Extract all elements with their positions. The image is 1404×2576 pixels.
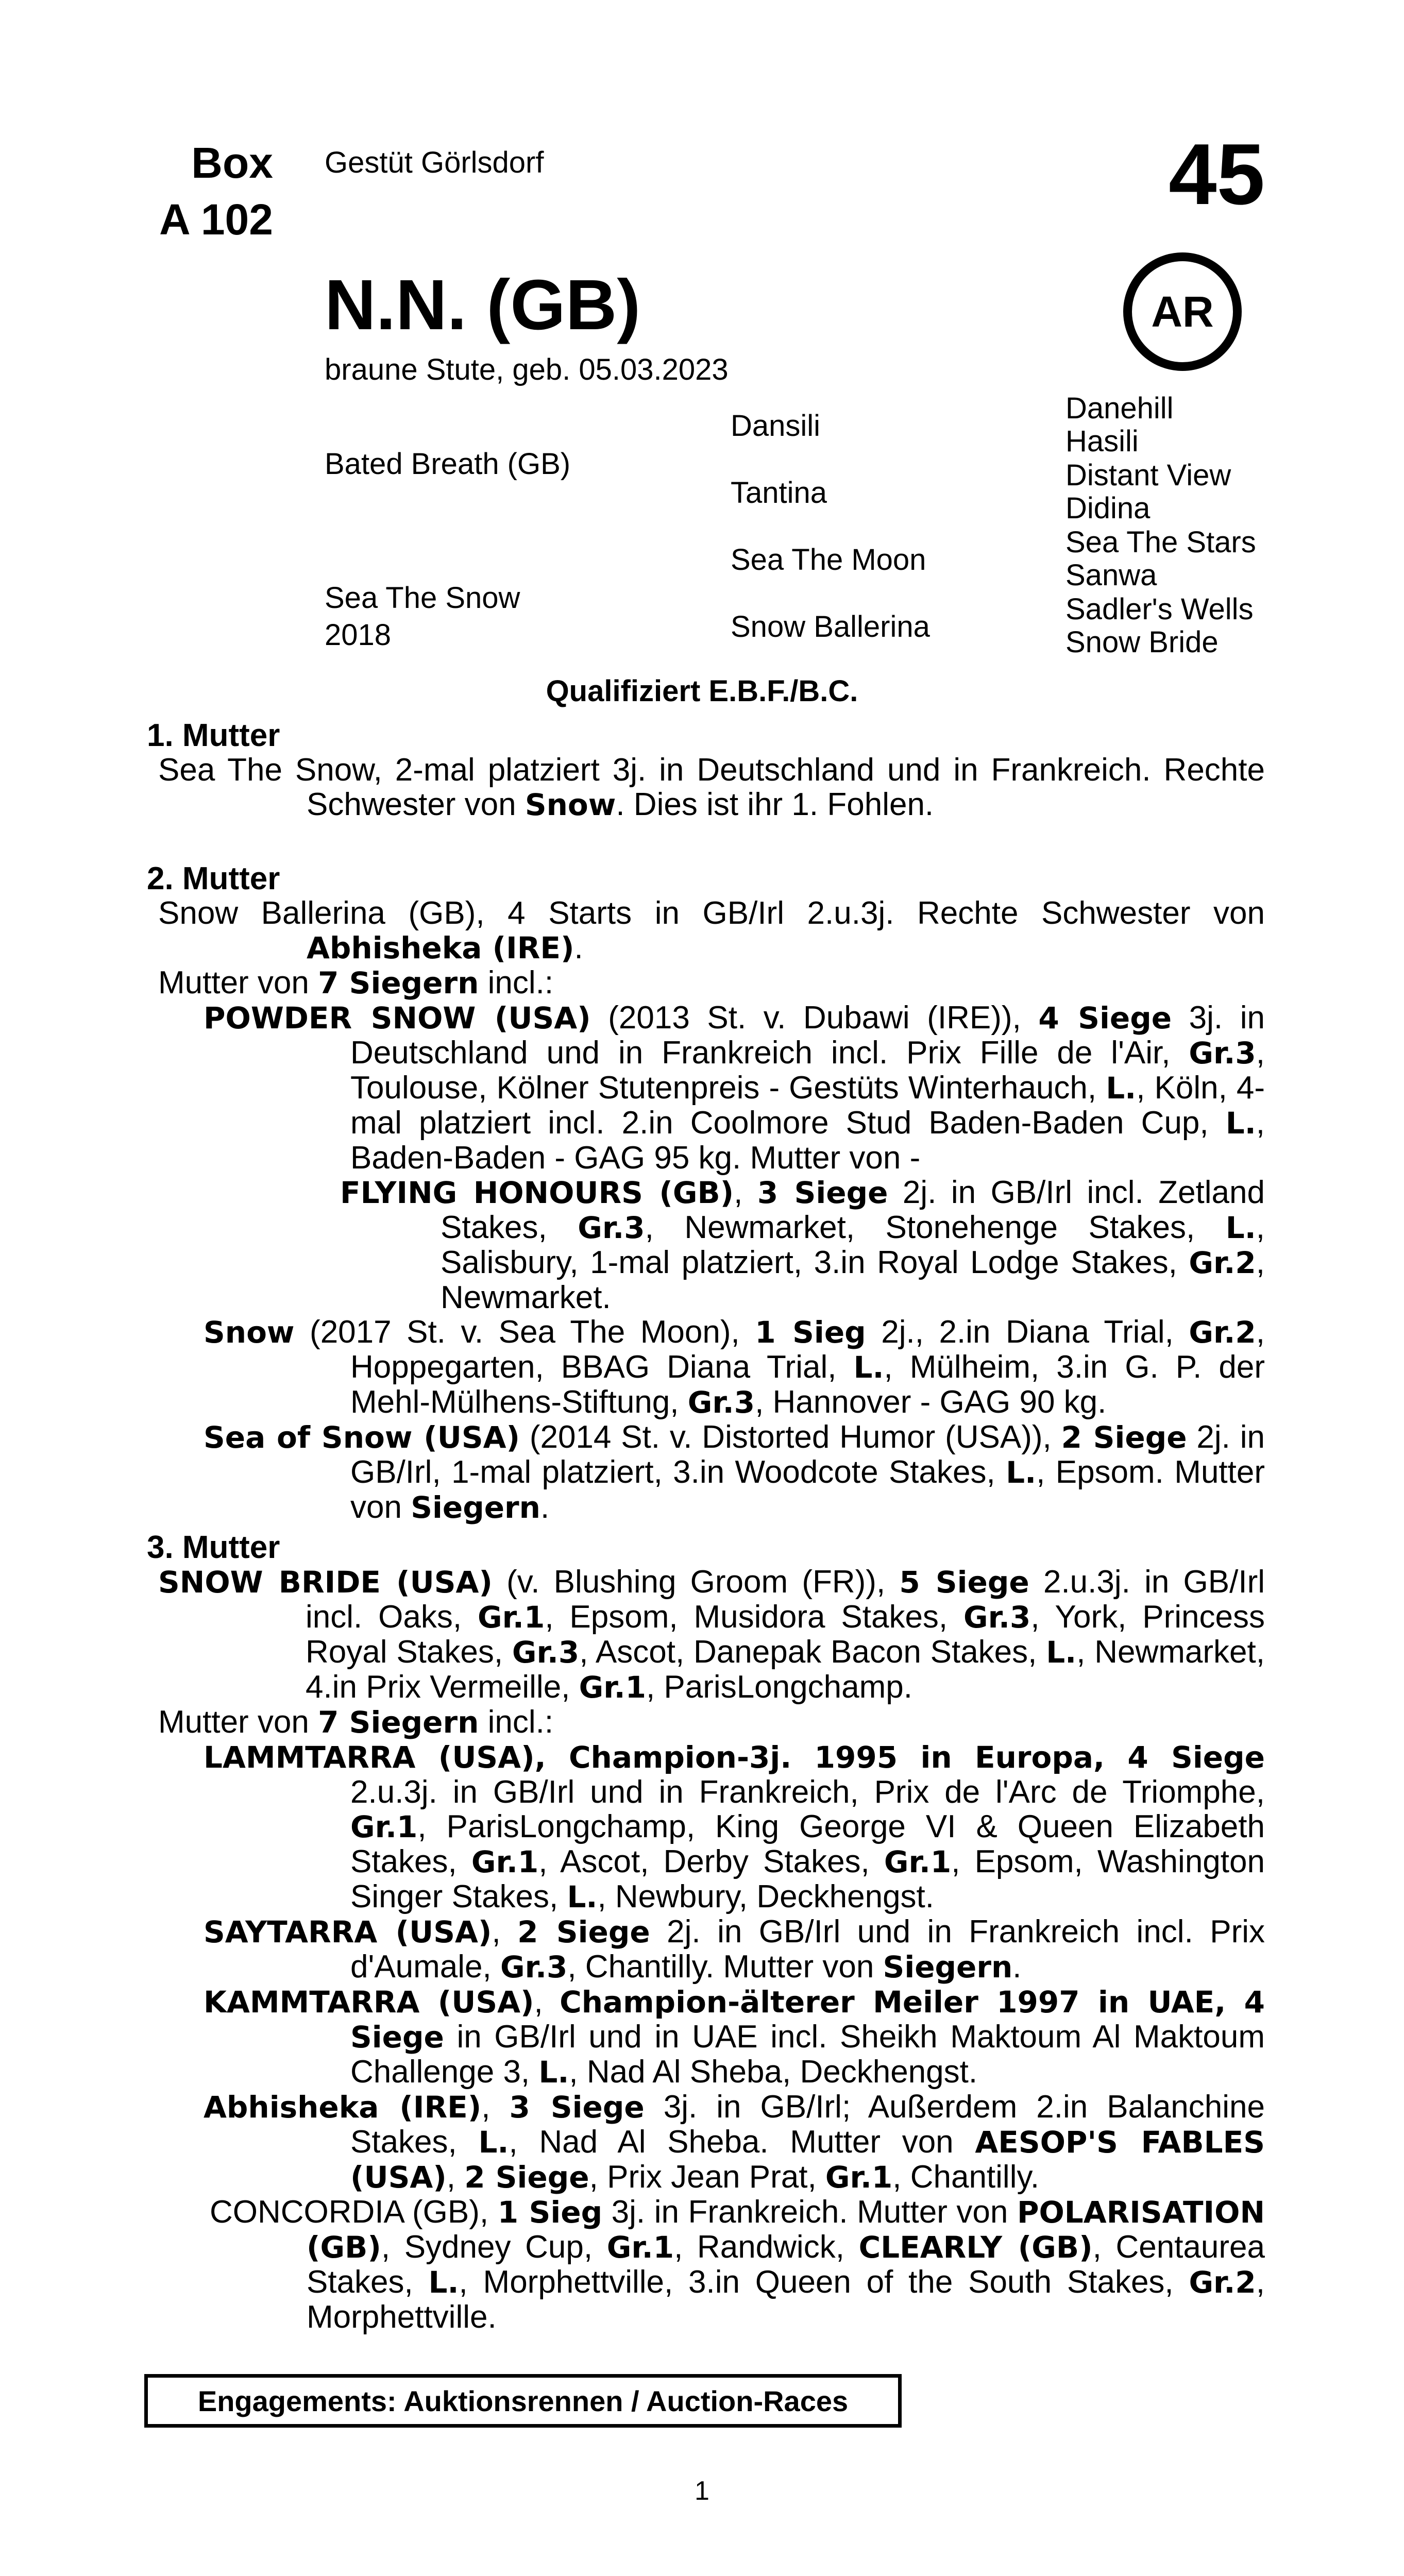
pedigree-gen3-1: Danehill xyxy=(1065,392,1174,425)
entry-flying-honours: FLYING HONOURS (GB), 3 Siege 2j. in GB/Irl incl. Zetland Stakes, Gr.3, Newmarket, Stonehenge Stakes, L., Salisbury, 1-mal platziert, 3.in Royal Lodge Stakes, Gr.2, Newmarket. xyxy=(340,1175,1265,1315)
third-dam-heading: 3. Mutter xyxy=(147,1530,280,1565)
entry-concordia: CONCORDIA (GB), 1 Sieg 3j. in Frankreich. Mutter von POLARISATION (GB), Sydney Cup, Gr.1, Randwick, CLEARLY (GB), Centaurea Stakes, L., Morphettville, 3.in Queen of the South Stakes, Gr.2, Morphettville. xyxy=(210,2194,1265,2335)
engagements-box xyxy=(144,2374,902,2428)
qualification: Qualifiziert E.B.F./B.C. xyxy=(546,674,858,708)
pedigree-dam-dam: Snow Ballerina xyxy=(731,610,930,643)
third-dam-intro: SNOW BRIDE (USA) (v. Blushing Groom (FR)), 5 Siege 2.u.3j. in GB/Irl incl. Oaks, Gr.1, Epsom, Musidora Stakes, Gr.3, York, Princess Royal Stakes, Gr.3, Ascot, Danepak Bacon Stakes, L., Newmarket, 4.in Prix Vermeille, Gr.1, ParisLongchamp. xyxy=(158,1564,1265,1705)
second-dam-heading: 2. Mutter xyxy=(147,861,280,896)
pedigree-dam-year: 2018 xyxy=(325,618,392,652)
entry-powder-snow: POWDER SNOW (USA) (2013 St. v. Dubawi (IRE)), 4 Siege 3j. in Deutschland und in Frankreich incl. Prix Fille de l'Air, Gr.3, Toulouse, Kölner Stutenpreis - Gestüts Winterhauch, L., Köln, 4-mal platziert incl. 2.in Coolmore Stud Baden-Baden Cup, L., Baden-Baden - GAG 95 kg. Mutter von - xyxy=(204,1000,1265,1176)
box-label: Box xyxy=(191,139,273,187)
pedigree-sire-dam: Tantina xyxy=(731,476,827,510)
second-dam-intro: Snow Ballerina (GB), 4 Starts in GB/Irl 2.u.3j. Rechte Schwester von Abhisheka (IRE). xyxy=(158,895,1265,965)
entry-sea-of-snow: Sea of Snow (USA) (2014 St. v. Distorted Humor (USA)), 2 Siege 2j. in GB/Irl, 1-mal platziert, 3.in Woodcote Stakes, L., Epsom. Mutter von Siegern. xyxy=(204,1419,1265,1525)
stud-name: Gestüt Görlsdorf xyxy=(325,146,544,179)
ar-badge xyxy=(1123,252,1242,371)
page-number: 1 xyxy=(695,2476,709,2506)
first-dam-section xyxy=(147,718,1265,822)
pedigree-gen3-3: Distant View xyxy=(1065,459,1231,492)
horse-name: N.N. (GB) xyxy=(325,265,641,345)
third-dam-section xyxy=(147,1530,1265,2334)
pedigree-gen3-6: Sanwa xyxy=(1065,558,1157,592)
second-dam-winners-line: Mutter von 7 Siegern incl.: xyxy=(158,965,554,1001)
pedigree-dam: Sea The Snow xyxy=(325,581,520,615)
pedigree-gen3-4: Didina xyxy=(1065,492,1151,525)
entry-lammtarra: LAMMTARRA (USA), Champion-3j. 1995 in Europa, 4 Siege 2.u.3j. in GB/Irl und in Frankreich, Prix de l'Arc de Triomphe, Gr.1, ParisLongchamp, King George VI & Queen Elizabeth Stakes, Gr.1, Ascot, Derby Stakes, Gr.1, Epsom, Washington Singer Stakes, L., Newbury, Deckhengst. xyxy=(204,1740,1265,1914)
pedigree-gen3-8: Snow Bride xyxy=(1065,625,1219,659)
box-number: A 102 xyxy=(159,195,273,244)
third-dam-winners-line: Mutter von 7 Siegern incl.: xyxy=(158,1704,554,1740)
entry-kammtarra: KAMMTARRA (USA), Champion-älterer Meiler 1997 in UAE, 4 Siege in GB/Irl und in UAE incl. Sheikh Maktoum Al Maktoum Challenge 3, L., Nad Al Sheba, Deckhengst. xyxy=(204,1984,1265,2090)
first-dam-text: Sea The Snow, 2-mal platziert 3j. in Deutschland und in Frankreich. Rechte Schwester von Snow. Dies ist ihr 1. Fohlen. xyxy=(158,752,1265,822)
entry-snow: Snow (2017 St. v. Sea The Moon), 1 Sieg 2j., 2.in Diana Trial, Gr.2, Hoppegarten, BBAG Diana Trial, L., Mülheim, 3.in G. P. der Mehl-Mülhens-Stiftung, Gr.3, Hannover - GAG 90 kg. xyxy=(204,1314,1265,1420)
second-dam-section xyxy=(147,861,1265,1525)
ar-badge-label: AR xyxy=(1151,287,1214,336)
pedigree-gen3-2: Hasili xyxy=(1065,425,1139,458)
pedigree-gen3-7: Sadler's Wells xyxy=(1065,592,1254,626)
entry-saytarra: SAYTARRA (USA), 2 Siege 2j. in GB/Irl und in Frankreich incl. Prix d'Aumale, Gr.3, Chantilly. Mutter von Siegern. xyxy=(204,1914,1265,1985)
pedigree-gen3-5: Sea The Stars xyxy=(1065,526,1256,559)
pedigree-dam-sire: Sea The Moon xyxy=(731,543,926,577)
pedigree-sire: Bated Breath (GB) xyxy=(325,447,571,481)
engagements-label: Engagements: Auktionsrennen / Auction-Races xyxy=(197,2384,849,2417)
lot-number: 45 xyxy=(1169,126,1265,223)
pedigree-sire-sire: Dansili xyxy=(731,409,821,443)
first-dam-heading: 1. Mutter xyxy=(147,718,280,753)
horse-description: braune Stute, geb. 05.03.2023 xyxy=(325,353,729,386)
entry-abhisheka: Abhisheka (IRE), 3 Siege 3j. in GB/Irl; Außerdem 2.in Balanchine Stakes, L., Nad Al Sheba. Mutter von AESOP'S FABLES (USA), 2 Siege, Prix Jean Prat, Gr.1, Chantilly. xyxy=(204,2089,1265,2195)
